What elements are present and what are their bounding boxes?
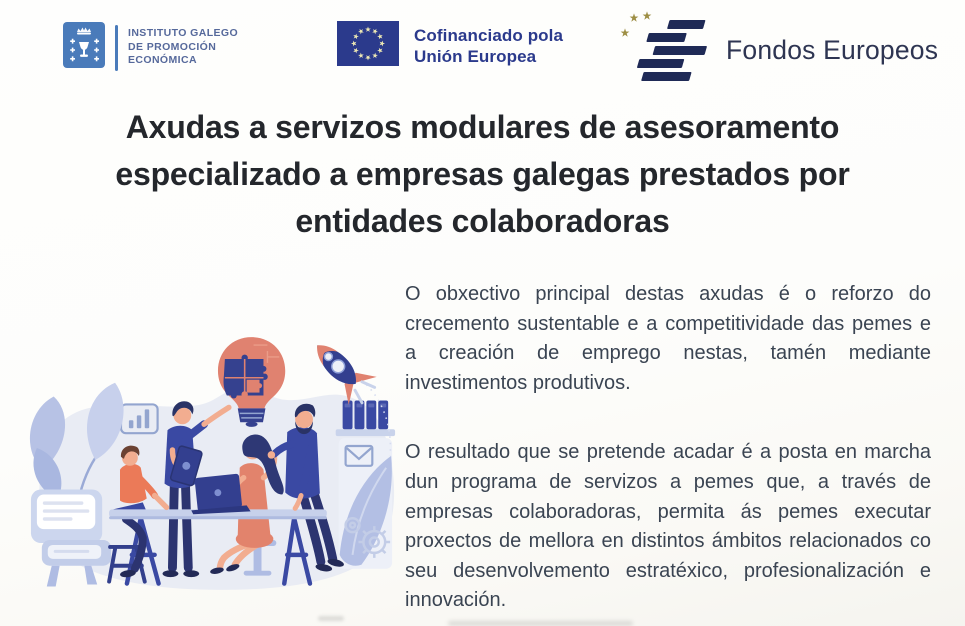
fondos-europeos-label: Fondos Europeos (726, 35, 939, 65)
body-text (405, 280, 931, 616)
eu-cofunded-logo (337, 21, 563, 71)
title-line2: especializado a empresas galegas prestados por (115, 156, 850, 192)
galicia-crest-icon (63, 22, 105, 73)
eu-flag-icon (337, 21, 399, 71)
igape-name-line2: DE PROMOCIÓN (128, 40, 217, 53)
fondos-europeos-logo (616, 8, 938, 93)
eu-cofunded-label (414, 25, 563, 68)
paragraph-objective: O obxectivo principal destas axudas é o reforzo do crecemento sustentable e a competitividade das pemes e a creación de emprego nestas, tamén mediante investimentos produtivos. (405, 283, 931, 394)
igape-name-line3: ECONÓMICA (128, 54, 197, 67)
igape-separator (115, 25, 118, 71)
title-line1: Axudas a servizos modulares de asesoramento (125, 109, 840, 145)
paragraph-result: O resultado que se pretende acadar é a posta en marcha dun programa de servizos a pemes que, a través de empresas colaboradoras, permita ás pemes executar proxectos de mellora en distintos ámbitos relacionados co seu desenvolvemento estratéxico, profesionalización e innovación. (405, 441, 931, 612)
fondos-stripes-stars-icon (616, 8, 712, 93)
igape-name-line1: INSTITUTO GALEGO (128, 27, 239, 40)
scan-artifact-dot (318, 616, 344, 621)
eu-label-line1: Cofinanciado pola (414, 25, 564, 45)
scan-artifact-bar (448, 621, 633, 626)
team-collaboration-illustration (26, 298, 402, 598)
igape-logo (63, 22, 238, 73)
page-title (30, 104, 935, 245)
igape-name (128, 27, 238, 68)
eu-label-line2: Unión Europea (414, 47, 537, 66)
title-line3: entidades colaboradoras (295, 203, 670, 239)
